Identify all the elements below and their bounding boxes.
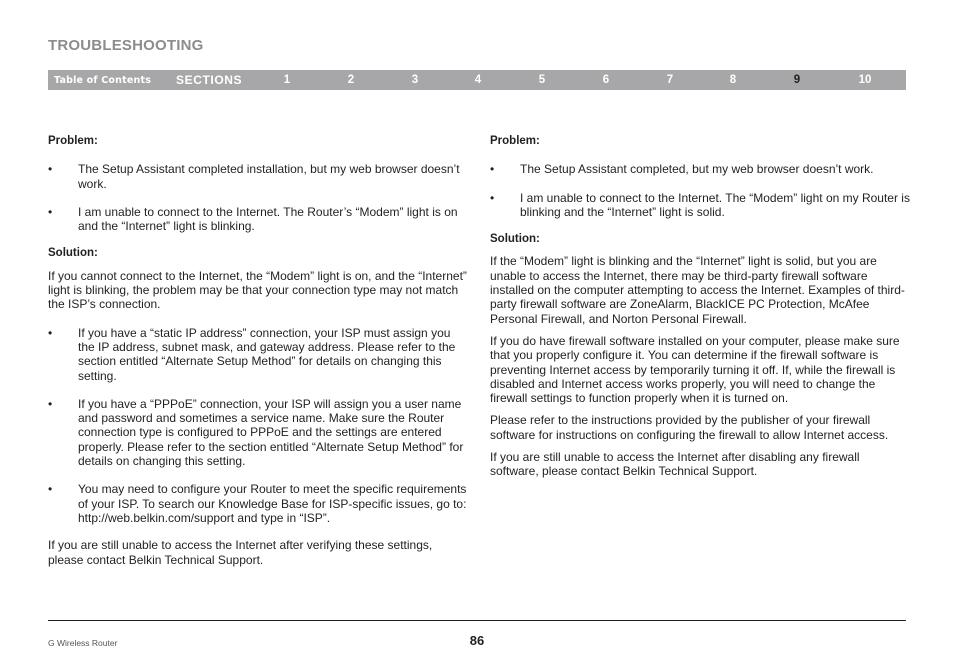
right-column <box>490 134 910 479</box>
section-link-3[interactable]: 3 <box>411 74 419 86</box>
list-item: • If you have a “PPPoE” connection, your ISP will assign you a user name and password and sometimes a service name. Make sure the Router connection type is configured to PPPoE and the settings are entered properly. Please refer to the section entitled “Alternate Setup Method” for details on changing this setting. <box>48 396 464 469</box>
left-column <box>48 134 468 567</box>
section-link-1[interactable]: 1 <box>283 74 291 86</box>
paragraph: If the “Modem” light is blinking and the “Internet” light is solid, but you are unable to access the Internet, there may be third-party firewall software installed on the computer attempting to access the Internet. Examples of third-party firewall software are ZoneAlarm, BlackICE PC Protection, McAfee Personal Firewall, and Norton Personal Firewall. <box>490 254 905 326</box>
list-item: • You may need to configure your Router to meet the specific requirements of your ISP. To search our Knowledge Base for ISP-specific issues, go to: http://web.belkin.com/support and type in “ISP”. <box>48 482 467 525</box>
list-item: • I am unable to connect to the Internet. The “Modem” light on my Router is blinking and the “Internet” light is solid. <box>490 190 910 219</box>
page-section-title: TROUBLESHOOTING <box>48 37 204 54</box>
section-link-5[interactable]: 5 <box>538 74 546 86</box>
section-navbar <box>48 70 906 90</box>
problem-list <box>490 162 910 219</box>
sections-label: SECTIONS <box>176 73 243 87</box>
paragraph: If you do have firewall software installed on your computer, please make sure that you properly configure it. You can determine if the firewall software is preventing Internet access by temporarily turning it off. If, while the firewall is disabled and Internet access works properly, you will need to change the firewall settings to function properly when it is turned on. <box>490 333 900 406</box>
footer-product-name: G Wireless Router <box>48 638 118 648</box>
list-item: • The Setup Assistant completed, but my web browser doesn’t work. <box>490 162 874 177</box>
footer-divider <box>48 620 906 621</box>
section-link-6[interactable]: 6 <box>602 74 610 86</box>
solution-list <box>48 326 468 526</box>
section-link-10[interactable]: 10 <box>858 74 872 86</box>
problem-list <box>48 162 468 233</box>
problem-heading: Problem: <box>48 135 98 147</box>
list-item: • If you have a “static IP address” connection, your ISP must assign you the IP address, subnet mask, and gateway address. Please refer to the section entitled “Alternate Setup Method” for details on changing this setting. <box>48 325 456 383</box>
section-link-4[interactable]: 4 <box>474 74 482 86</box>
table-of-contents-link[interactable]: Table of Contents <box>54 75 152 86</box>
solution-intro: If you cannot connect to the Internet, the “Modem” light is on, and the “Internet” light is blinking, the problem may be that your connection type may not match the ISP’s connection. <box>48 268 467 312</box>
list-item: • I am unable to connect to the Internet. The Router’s “Modem” light is on and the “Internet” light is blinking. <box>48 204 458 234</box>
paragraph: If you are still unable to access the Internet after disabling any firewall software, please contact Belkin Technical Support. <box>490 450 860 479</box>
section-link-9-active[interactable]: 9 <box>793 74 801 86</box>
closing-paragraph: If you are still unable to access the Internet after verifying these settings, please contact Belkin Technical Support. <box>48 538 433 567</box>
problem-heading: Problem: <box>490 135 540 147</box>
solution-heading: Solution: <box>490 233 540 246</box>
list-item: • The Setup Assistant completed installation, but my web browser doesn’t work. <box>48 162 460 191</box>
section-link-7[interactable]: 7 <box>666 74 674 86</box>
solution-heading: Solution: <box>48 247 98 260</box>
paragraph: Please refer to the instructions provided by the publisher of your firewall software for instructions on configuring the firewall to allow Internet access. <box>490 413 889 442</box>
section-link-2[interactable]: 2 <box>347 74 355 86</box>
section-link-8[interactable]: 8 <box>729 74 737 86</box>
page-number: 86 <box>469 633 485 648</box>
